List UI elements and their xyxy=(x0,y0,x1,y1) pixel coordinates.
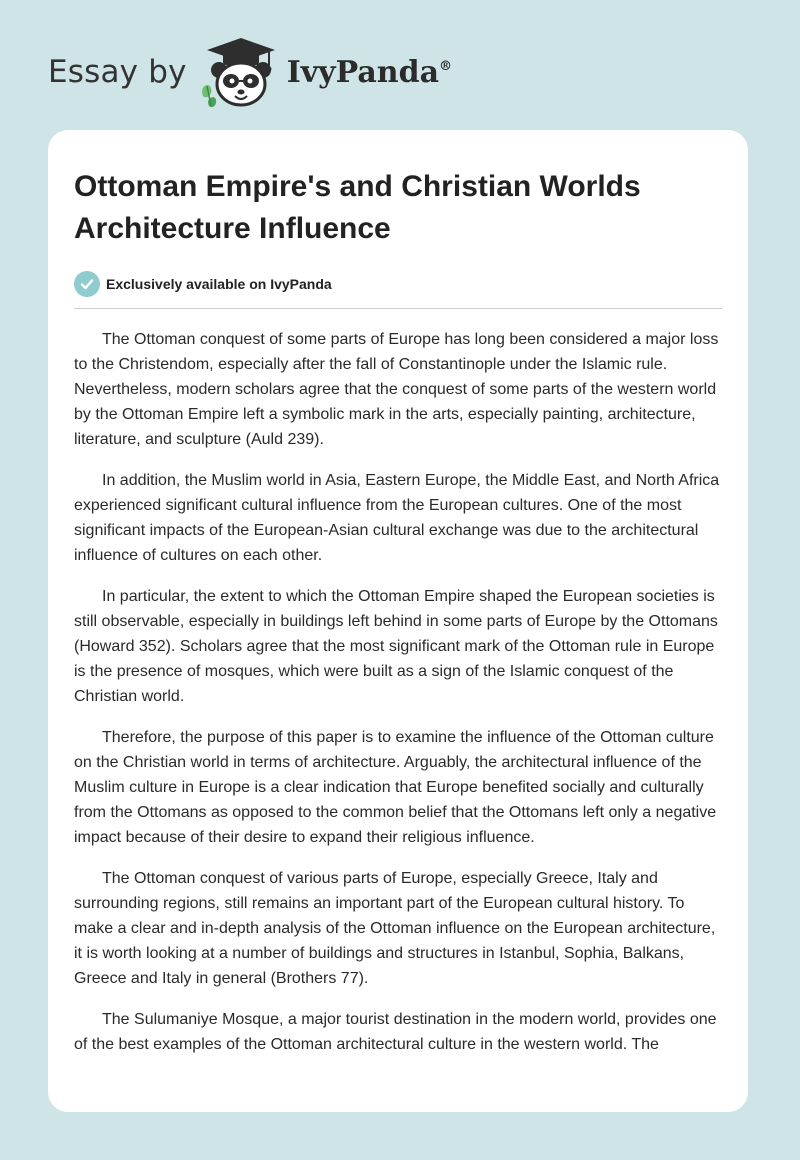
divider xyxy=(74,308,722,309)
check-icon xyxy=(74,271,100,297)
paragraph: The Sulumaniye Mosque, a major tourist destination in the modern world, provides one of the best examples of the Ottoman architectural culture in the western world. The xyxy=(74,1011,717,1053)
exclusive-badge xyxy=(74,270,722,298)
paragraph: The Ottoman conquest of some parts of Europe has long been considered a major loss to the Christendom, especially after the fall of Constantinople under the Islamic rule. Nevertheless, modern scholars agree that the conquest of some parts of the western world by the Ottoman Empire left a symbolic mark in the arts, especially painting, architecture, literature, and sculpture (Auld 239). xyxy=(74,331,719,448)
paragraph: The Ottoman conquest of various parts of Europe, especially Greece, Italy and surrounding regions, still remains an important part of the European cultural history. To make a clear and in-depth analysis of the Ottoman influence on the European architecture, it is worth looking at a number of buildings and structures in Istanbul, Sophia, Balkans, Greece and Italy in general (Brothers 77). xyxy=(74,870,716,987)
ivypanda-logo-icon[interactable] xyxy=(197,36,285,108)
paragraph: In particular, the extent to which the Ottoman Empire shaped the European societies is still observable, especially in buildings left behind in some parts of Europe by the Ottomans (Howard 352). Scholars agree that the most significant mark of the Ottoman rule in Europe is the presence of mosques, which were built as a sign of the Islamic conquest of the Christian world. xyxy=(74,588,718,705)
paragraph: In addition, the Muslim world in Asia, Eastern Europe, the Middle East, and North Africa experienced significant cultural influence from the European cultures. One of the most significant impacts of the European-Asian cultural exchange was due to the architectural influence of cultures on each other. xyxy=(74,472,720,564)
brand-name[interactable] xyxy=(287,55,452,90)
essay-card xyxy=(48,130,748,1112)
page-title: Ottoman Empire's and Christian Worlds Architecture Influence xyxy=(74,170,641,245)
brand-text: IvyPanda xyxy=(286,54,440,90)
essay-body xyxy=(74,327,722,1057)
site-header xyxy=(48,36,452,108)
registered-mark: ® xyxy=(439,58,453,74)
essay-by-label: Essay by xyxy=(48,54,187,90)
paragraph: Therefore, the purpose of this paper is to examine the influence of the Ottoman culture on the Christian world in terms of architecture. Arguably, the architectural influence of the Muslim culture in Europe is a clear indication that Europe benefited socially and culturally from the Ottomans as opposed to the common belief that the Ottomans left only a negative impact because of their desire to expand their religious influence. xyxy=(74,729,717,846)
badge-label: Exclusively available on IvyPanda xyxy=(106,276,332,292)
